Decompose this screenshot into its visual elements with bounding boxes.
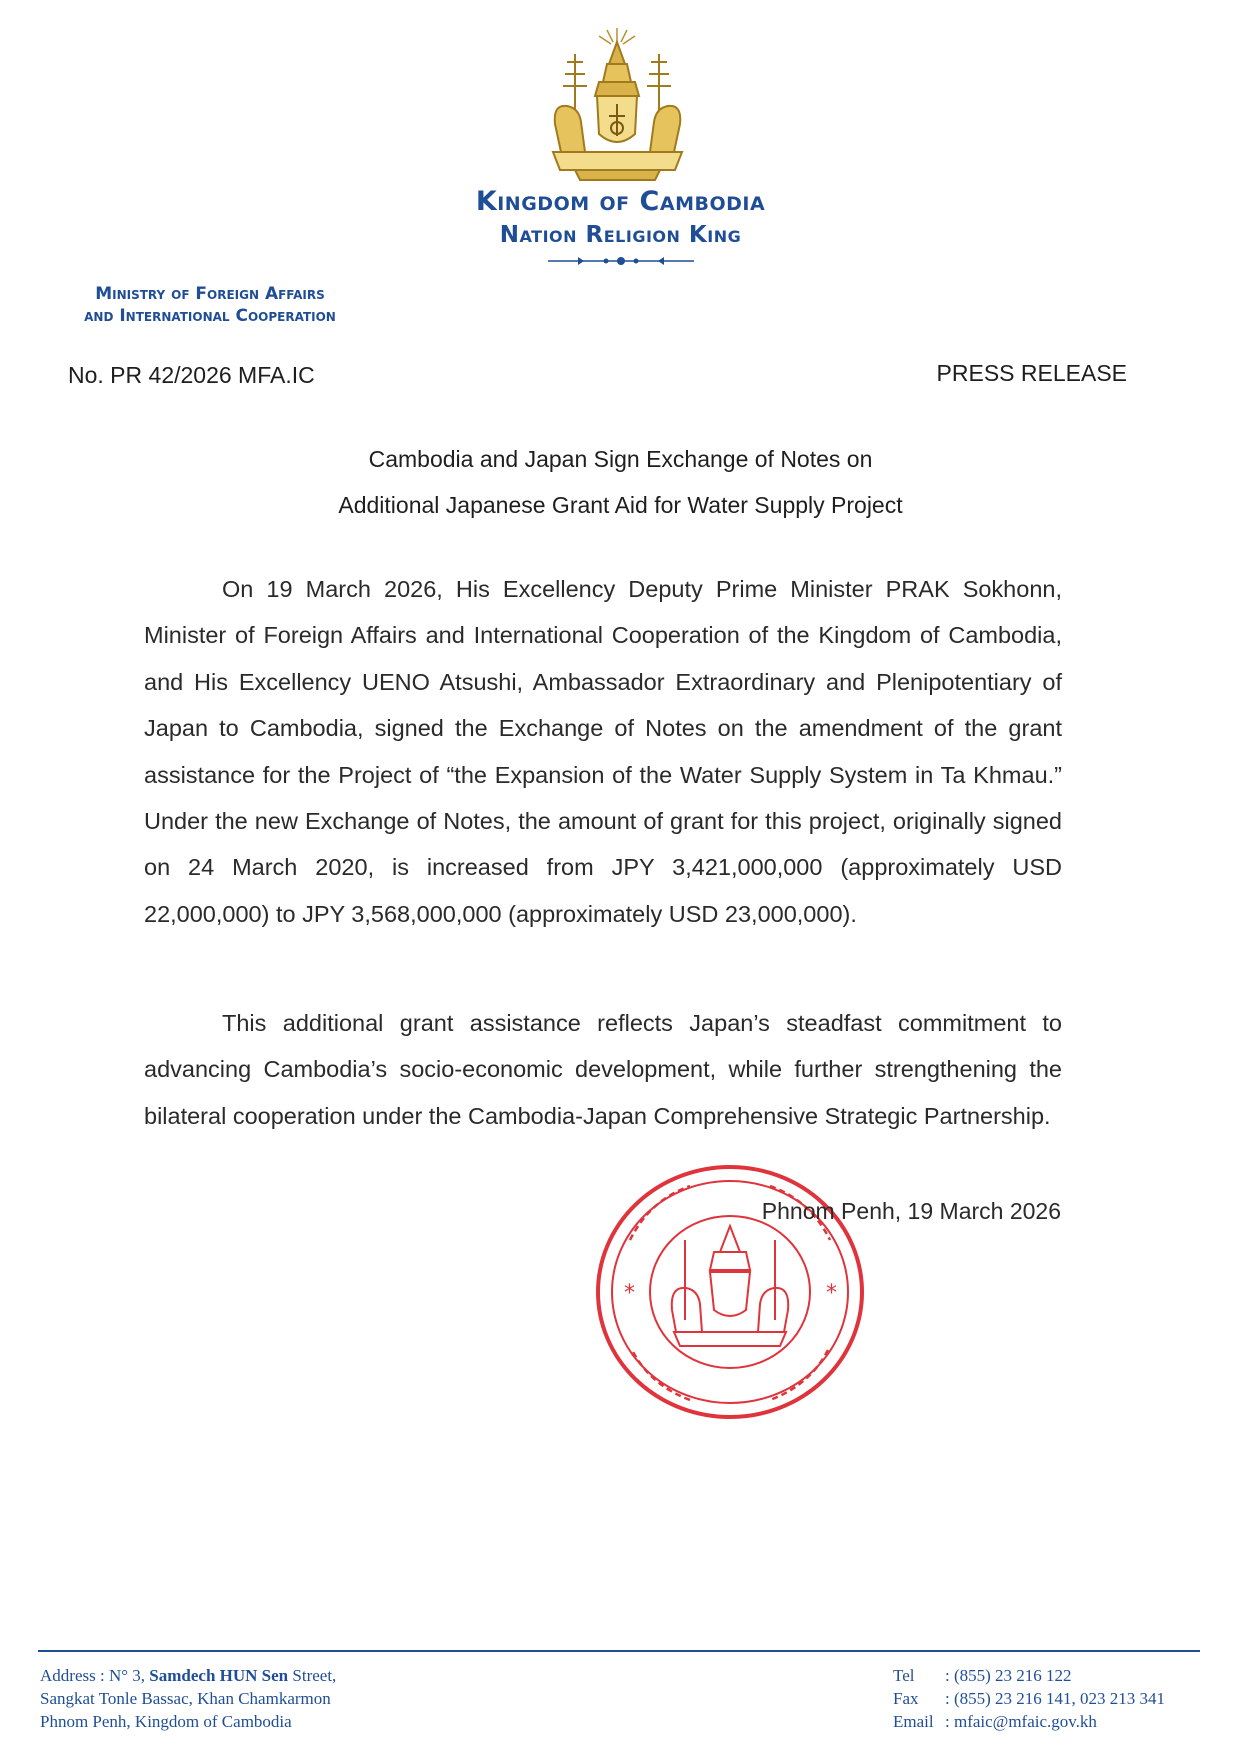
ministry-line-1: Ministry of Foreign Affairs [95,284,325,304]
ministry-line-2: and International Cooperation [84,306,336,326]
contact-fax: Fax : (855) 23 216 141, 023 213 341 [893,1689,1166,1708]
national-motto: Nation Religion King [499,222,742,248]
body-paragraph-1: On 19 March 2026, His Excellency Deputy Prime Minister PRAK Sokhonn, Minister of Foreign Affairs and International Cooperation of the Kingdom of Cambodia, and His Excellency UENO Atsushi, Ambassador Extraordinary and Plenipotentiary of Japan to Cambodia, signed the Exchange of Notes on the amendment of the grant assistance for the Project of “the Expansion of the Water Supply System in Ta Khmau.” Under the new Exchange of Notes, the amount of grant for this project, originally signed on 24 March 2020, is increased from JPY 3,421,000,000 (approximately USD 22,000,000) to JPY 3,568,000,000 (approximately USD 23,000,000). [144,576,1062,927]
press-release-title-line-1: Cambodia and Japan Sign Exchange of Notes on [368,446,873,472]
contact-tel: Tel : (855) 23 216 122 [893,1666,1072,1685]
dateline: Phnom Penh, 19 March 2026 [761,1198,1061,1224]
address-street-name: Samdech HUN Sen [149,1666,289,1685]
address-line-1: Address : N° 3, Samdech HUN Sen Street, [40,1666,337,1685]
address-line-3: Phnom Penh, Kingdom of Cambodia [40,1712,292,1731]
email-link[interactable]: : mfaic@mfaic.gov.kh [945,1712,1097,1731]
ministry-name [30,283,390,327]
press-release-title-line-2: Additional Japanese Grant Aid for Water Supply Project [338,492,903,518]
contact-email: Email : mfaic@mfaic.gov.kh [893,1712,1097,1731]
royal-coat-of-arms-icon [535,24,700,184]
footer-address [40,1664,336,1733]
footer-contact [893,1664,1165,1733]
body-paragraph-2: This additional grant assistance reflects Japan’s steadfast commitment to advancing Cambodia’s socio-economic development, while further strengthening the bilateral cooperation under the Cambodia-Japan Comprehensive Strategic Partnership. [144,1010,1062,1129]
reference-number: No. PR 42/2026 MFA.IC [68,362,315,388]
address-line-2: Sangkat Tonle Bassac, Khan Chamkarmon [40,1689,331,1708]
kingdom-title: Kingdom of Cambodia [475,186,766,217]
footer-divider [38,1650,1200,1652]
document-type-label: PRESS RELEASE [936,360,1127,386]
svg-text:*: * [624,1281,635,1306]
ornamental-divider [548,255,694,267]
svg-text:*: * [826,1281,837,1306]
